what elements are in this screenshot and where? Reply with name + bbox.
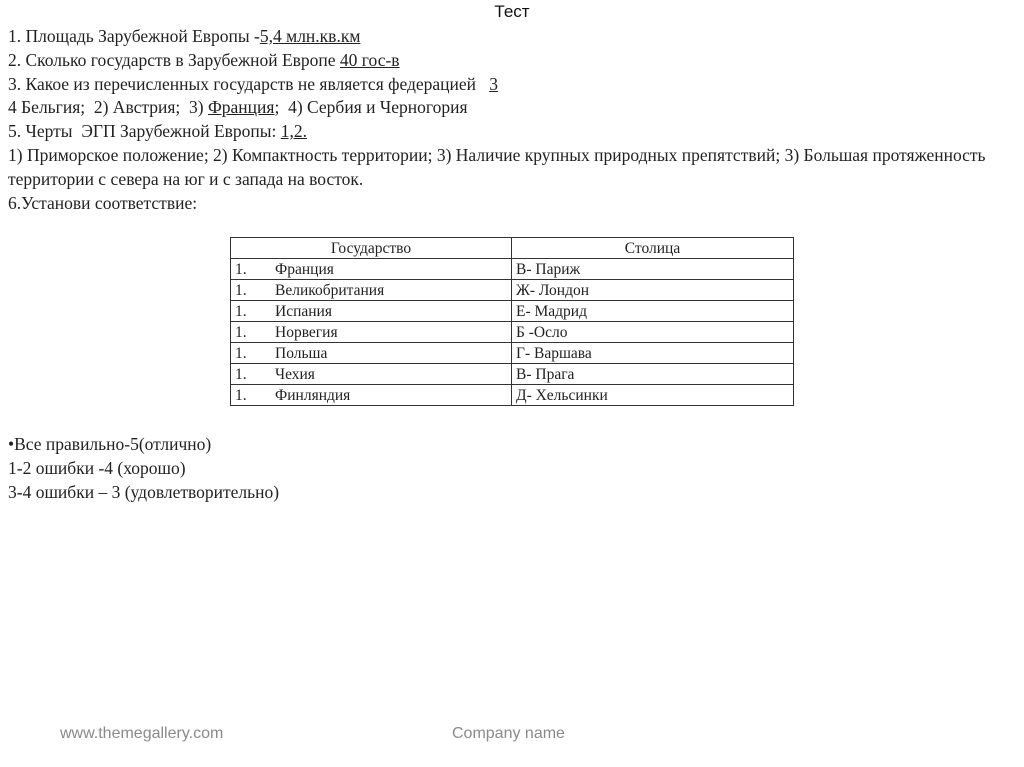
slide-title: Тест — [494, 2, 530, 21]
row-number: 1. — [235, 386, 247, 404]
question-2-answer: 40 гос-в — [339, 49, 400, 70]
country-name: Великобритания — [275, 281, 385, 299]
row-number: 1. — [235, 344, 247, 362]
country-name: Финляндия — [275, 386, 351, 404]
question-2-text: 2. Сколько государств в Зарубежной Европе — [8, 49, 340, 70]
footer-company: Company name — [452, 725, 565, 742]
question-3-text: 3. Какое из перечисленных государств не является федерацией — [8, 73, 490, 94]
table-row — [231, 343, 794, 364]
table-row — [231, 259, 794, 280]
capital-cell: Д- Хельсинки — [512, 385, 794, 406]
table-row — [231, 301, 794, 322]
row-number: 1. — [235, 323, 247, 341]
grading-line: 1-2 ошибки -4 (хорошо) — [8, 457, 186, 478]
table-row — [231, 364, 794, 385]
capital-cell: Г- Варшава — [512, 343, 794, 364]
country-name: Норвегия — [275, 323, 338, 341]
question-1 — [8, 25, 1013, 49]
question-3 — [8, 73, 1013, 97]
question-3-options-answer: Франция — [207, 97, 275, 118]
country-name: Испания — [275, 302, 332, 320]
grading-line: 3-4 ошибки – 3 (удовлетворительно) — [8, 481, 280, 502]
question-3-options — [8, 96, 1013, 120]
country-cell — [231, 301, 512, 322]
row-number: 1. — [235, 260, 247, 278]
question-5-options: 1) Приморское положение; 2) Компактность территории; 3) Наличие крупных природных препятствий; 3) Большая протяженность территории с севера на юг и с запада на восток. — [8, 144, 986, 189]
question-3-options-b: ; 4) Сербия и Черногория — [274, 97, 468, 118]
question-5-text: 5. Черты ЭГП Зарубежной Европы: — [8, 121, 281, 142]
row-number: 1. — [235, 365, 247, 383]
question-1-text: 1. Площадь Зарубежной Европы - — [8, 26, 260, 46]
capital-cell: В- Париж — [512, 259, 794, 280]
matching-table — [230, 237, 794, 406]
question-2 — [8, 49, 1013, 73]
grading-line: •Все правильно-5(отлично) — [8, 434, 212, 454]
question-6: 6.Установи соответствие: — [8, 192, 198, 213]
question-5 — [8, 120, 1013, 144]
capital-cell: В- Прага — [512, 364, 794, 385]
row-number: 1. — [235, 281, 247, 299]
header-country: Государство — [231, 238, 512, 259]
country-cell — [231, 343, 512, 364]
country-cell — [231, 322, 512, 343]
capital-cell: Ж- Лондон — [512, 280, 794, 301]
country-cell — [231, 259, 512, 280]
question-1-answer: 5,4 млн.кв.км — [259, 26, 361, 46]
country-name: Чехия — [275, 365, 315, 383]
country-cell — [231, 364, 512, 385]
country-name: Франция — [275, 260, 334, 278]
country-name: Польша — [275, 344, 328, 362]
question-5-answer: 1,2. — [280, 121, 308, 142]
table-row — [231, 385, 794, 406]
table-row — [231, 322, 794, 343]
header-capital: Столица — [512, 238, 794, 259]
table-header-row — [231, 238, 794, 259]
question-3-options-a: 4 Бельгия; 2) Австрия; 3) — [8, 97, 208, 118]
country-cell — [231, 280, 512, 301]
capital-cell: Е- Мадрид — [512, 301, 794, 322]
capital-cell: Б -Осло — [512, 322, 794, 343]
grading-block — [8, 433, 708, 504]
country-cell — [231, 385, 512, 406]
questions-block — [8, 25, 1013, 215]
footer-website: www.themegallery.com — [60, 725, 224, 742]
table-row — [231, 280, 794, 301]
row-number: 1. — [235, 302, 247, 320]
question-3-answer: 3 — [489, 73, 498, 94]
